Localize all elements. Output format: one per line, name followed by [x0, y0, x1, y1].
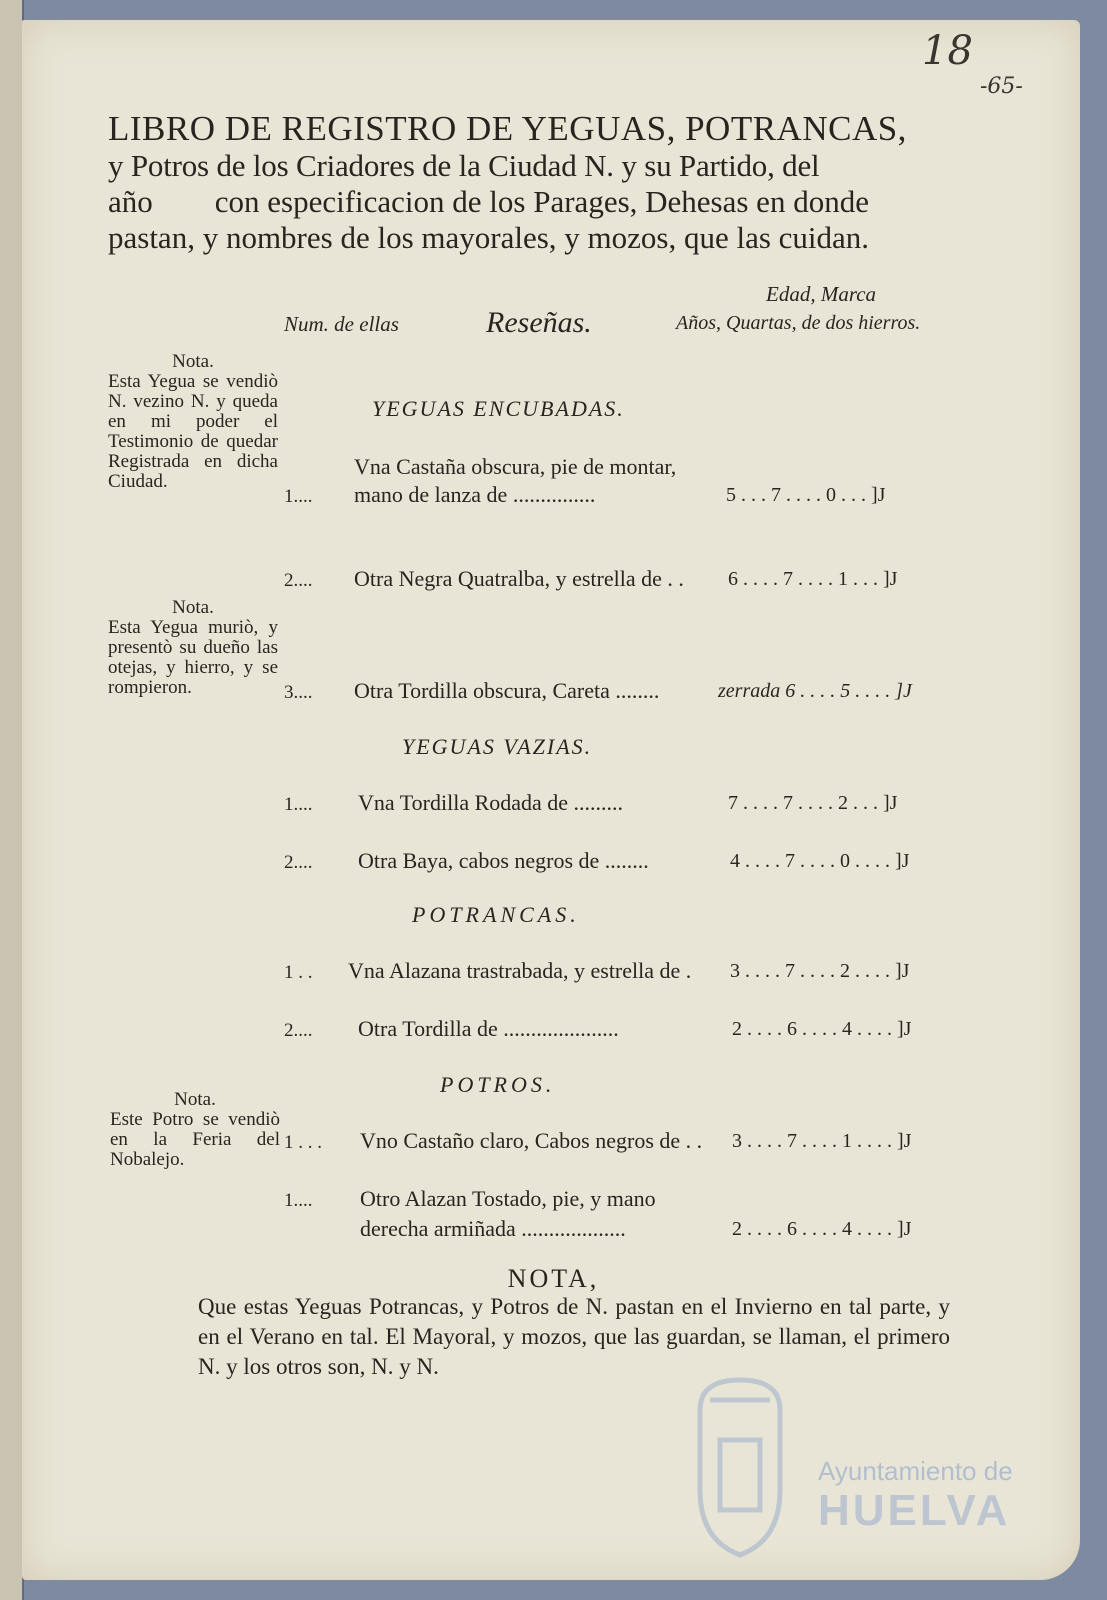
- entry-values: 6 . . . . 7 . . . . 1 . . . ]J: [728, 568, 898, 590]
- header-anos: Años, Quartas, de dos hierros.: [676, 312, 921, 334]
- entry-line: Otro Alazan Tostado, pie, y mano: [360, 1186, 656, 1211]
- margin-note-1: [108, 352, 278, 492]
- section-potros: POTROS.: [440, 1072, 556, 1097]
- margin-note-text: Este Potro se vendiò en la Feria del Nobalejo.: [110, 1109, 280, 1170]
- entry-number: 1 . . .: [284, 1132, 322, 1153]
- entry-line: mano de lanza de ...............: [354, 482, 596, 507]
- entry-line: Vno Castaño claro, Cabos negros de . .: [360, 1128, 703, 1153]
- entry-number: 1....: [284, 1190, 313, 1211]
- adjacent-page-edge: [0, 0, 24, 1600]
- watermark-line-2: HUELVA: [818, 1486, 1011, 1535]
- entry-number: 1....: [284, 794, 313, 815]
- entry-line: Vna Castaña obscura, pie de montar,: [354, 454, 677, 479]
- title-line-3: año con especificacion de los Parages, Dehesas en donde: [108, 184, 869, 219]
- entry-line: Otra Negra Quatralba, y estrella de . .: [354, 566, 684, 591]
- entry-line: Otra Baya, cabos negros de ........: [358, 848, 649, 873]
- entry-values: 7 . . . . 7 . . . . 2 . . . ]J: [728, 792, 898, 814]
- folio-suffix: -65-: [980, 74, 1023, 99]
- entry-values: 3 . . . . 7 . . . . 1 . . . . ]J: [732, 1130, 912, 1152]
- entry-line: Vna Alazana trastrabada, y estrella de .: [348, 958, 692, 983]
- margin-note-title: Nota.: [172, 351, 214, 372]
- entry-values: 2 . . . . 6 . . . . 4 . . . . ]J: [732, 1018, 912, 1040]
- header-edad-marca: Edad, Marca: [766, 282, 877, 306]
- nota-text: Que estas Yeguas Potrancas, y Potros de N. pastan en el Invierno en tal parte, y en el Verano en tal. El Mayoral, y mozos, que las guardan, se llaman, el primero N. y los otros son, N. y N.: [198, 1294, 950, 1379]
- watermark-line-1: Ayuntamiento de: [818, 1456, 1013, 1486]
- entry-values: 5 . . . 7 . . . . 0 . . . ]J: [726, 484, 886, 506]
- section-yeguas-encubadas: YEGUAS ENCUBADAS.: [372, 396, 625, 421]
- section-potrancas: POTRANCAS.: [412, 902, 580, 927]
- section-yeguas-vazias: YEGUAS VAZIAS.: [402, 734, 593, 759]
- title-line-2: y Potros de los Criadores de la Ciudad N. y su Partido, del: [108, 148, 820, 183]
- entry-number: 2....: [284, 1020, 313, 1041]
- entry-values: 3 . . . . 7 . . . . 2 . . . . ]J: [730, 960, 910, 982]
- title-line-4: pastan, y nombres de los mayorales, y mozos, que las cuidan.: [108, 220, 870, 255]
- entry-line: Otra Tordilla obscura, Careta ........: [354, 678, 660, 703]
- document-title: [108, 110, 958, 256]
- entry-number: 1....: [284, 486, 313, 507]
- header-num: Num. de ellas: [284, 312, 399, 336]
- margin-note-title: Nota.: [174, 1089, 216, 1110]
- margin-note-3: [110, 1090, 280, 1170]
- entry-number: 2....: [284, 852, 313, 873]
- nota-heading: NOTA,: [507, 1264, 600, 1293]
- header-resenas: Reseñas.: [486, 306, 592, 339]
- margin-note-2: [108, 598, 278, 698]
- title-line-1: LIBRO DE REGISTRO DE YEGUAS, POTRANCAS,: [108, 109, 907, 148]
- entry-number: 2....: [284, 570, 313, 591]
- folio-number: 18: [922, 28, 973, 74]
- entry-line: Vna Tordilla Rodada de .........: [358, 790, 624, 815]
- margin-note-text: Esta Yegua muriò, y presentò su dueño las otejas, y hierro, y se rompieron.: [108, 617, 278, 698]
- entry-values: zerrada 6 . . . . 5 . . . . ]J: [718, 680, 912, 702]
- entry-line: derecha armiñada ...................: [360, 1216, 626, 1241]
- entry-values: 2 . . . . 6 . . . . 4 . . . . ]J: [732, 1218, 912, 1240]
- entry-number: 3....: [284, 682, 313, 703]
- margin-note-title: Nota.: [172, 597, 214, 618]
- entry-values: 4 . . . . 7 . . . . 0 . . . . ]J: [730, 850, 910, 872]
- margin-note-text: Esta Yegua se vendiò N. vezino N. y queda en mi poder el Testimonio de quedar Registrada en dicha Ciudad.: [108, 371, 278, 492]
- entry-number: 1 . .: [284, 962, 313, 983]
- entry-line: Otra Tordilla de .....................: [358, 1016, 619, 1041]
